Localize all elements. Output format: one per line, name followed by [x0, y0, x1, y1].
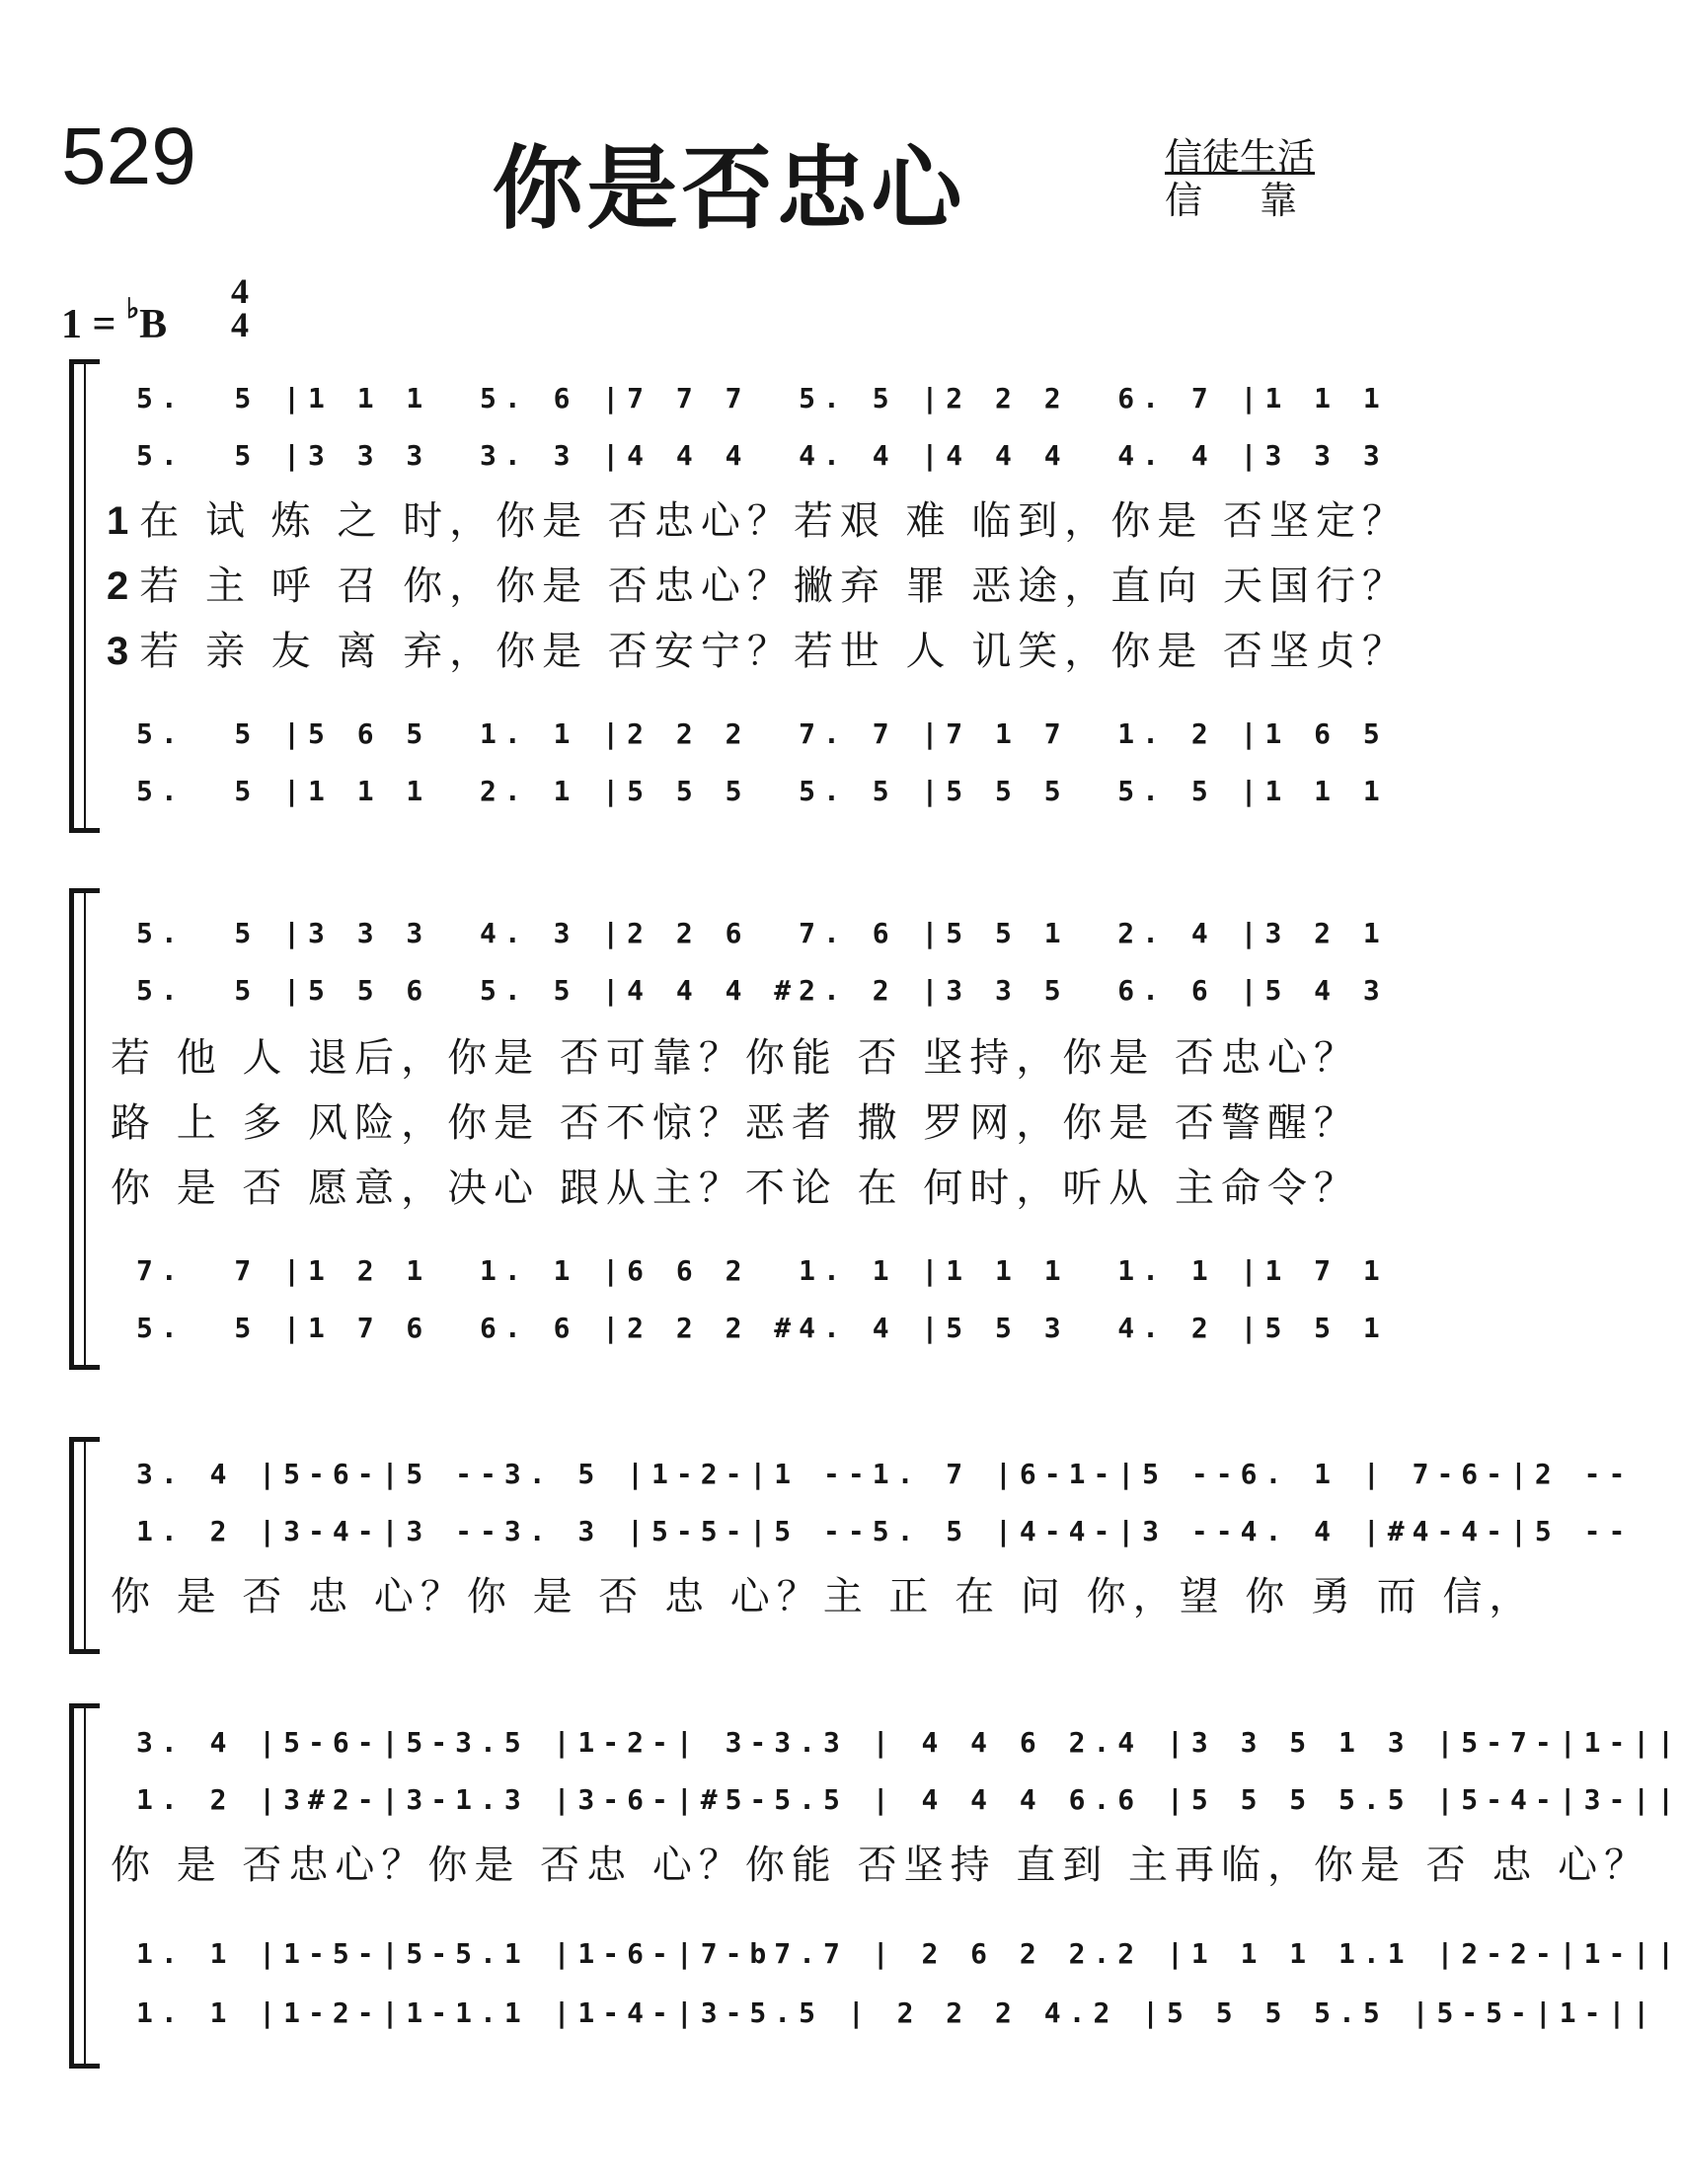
system-bracket	[69, 1703, 100, 2069]
key-note: B	[139, 302, 168, 347]
soprano-row: 5. 5 |1 1 1 5. 6 |7 7 7 5. 5 |2 2 2 6. 7 |1 1 1	[136, 382, 1388, 414]
key-signature	[61, 292, 167, 348]
lyric-text: 你 是 否忠心？你是 否忠 心？你能 否坚持 直到 主再临，你是 否 忠 心？	[111, 1843, 1651, 1888]
system-bracket	[69, 1437, 100, 1654]
lyric-line	[107, 1028, 1390, 1088]
time-signature	[231, 271, 249, 344]
score-system-4	[0, 1703, 1682, 2069]
lyric-text: 你 是 否 愿意，决心 跟从主？不论 在 何时，听从 主命令？	[111, 1166, 1361, 1211]
flat-sign: ♭	[125, 294, 140, 325]
alto-row: 5. 5 |5 5 6 5. 5 |4 4 4 #2. 2 |3 3 5 6. 6 |5 4 3	[136, 974, 1388, 1007]
tenor-row: 7. 7 |1 2 1 1. 1 |6 6 2 1. 1 |1 1 1 1. 1 |1 7 1	[136, 1254, 1388, 1287]
soprano-row: 5. 5 |3 3 3 4. 3 |2 2 6 7. 6 |5 5 1 2. 4 |3 2 1	[136, 917, 1388, 949]
credit-category: 信徒生活	[1165, 135, 1316, 179]
key-prefix: 1 =	[61, 302, 126, 347]
hymn-number: 529	[61, 112, 196, 201]
lyric-line	[107, 1093, 1390, 1153]
system-bracket	[69, 888, 100, 1370]
tenor-row: 1. 1 |1-5-|5-5.1 |1-6-|7-b7.7 | 2 6 2 2.2 |1 1 1 1.1 |2-2-|1-||	[136, 1937, 1682, 1970]
lyric-line	[107, 1836, 1651, 1895]
soprano-row: 3. 4 |5-6-|5-3.5 |1-2-| 3-3.3 | 4 4 6 2.4 |3 3 5 1 3 |5-7-|1-||	[136, 1726, 1682, 1759]
score-system-1	[0, 359, 1458, 833]
verse-number: 3	[107, 630, 136, 673]
bass-row: 5. 5 |1 1 1 2. 1 |5 5 5 5. 5 |5 5 5 5. 5 |1 1 1	[136, 775, 1388, 807]
lyric-line	[107, 1567, 1536, 1626]
lyric-line	[107, 491, 1409, 551]
score-system-3	[0, 1437, 1634, 1654]
lyric-text: 你 是 否 忠 心？你 是 否 忠 心？主 正 在 问 你，望 你 勇 而 信，	[111, 1574, 1536, 1619]
score-system-2	[0, 888, 1458, 1372]
tenor-row: 5. 5 |5 6 5 1. 1 |2 2 2 7. 7 |7 1 7 1. 2 |1 6 5	[136, 717, 1388, 750]
lyric-text: 若 他 人 退后，你是 否可靠？你能 否 坚持，你是 否忠心？	[111, 1035, 1361, 1081]
alto-row: 5. 5 |3 3 3 3. 3 |4 4 4 4. 4 |4 4 4 4. 4 |3 3 3	[136, 439, 1388, 472]
time-sig-top: 4	[231, 271, 249, 311]
system-bracket	[69, 359, 100, 833]
bass-row: 5. 5 |1 7 6 6. 6 |2 2 2 #4. 4 |5 5 3 4. 2 |5 5 1	[136, 1312, 1388, 1344]
alto-row: 1. 2 |3#2-|3-1.3 |3-6-|#5-5.5 | 4 4 4 6.6 |5 5 5 5.5 |5-4-|3-||	[136, 1783, 1682, 1816]
lyric-text: 若 亲 友 离 弃，你是 否安宁？若世 人 讥笑，你是 否坚贞？	[139, 629, 1409, 674]
lyric-text: 路 上 多 风险，你是 否不惊？恶者 撒 罗网，你是 否警醒？	[111, 1100, 1361, 1146]
time-sig-bottom: 4	[231, 305, 249, 344]
lyric-text: 在 试 炼 之 时，你是 否忠心？若艰 难 临到，你是 否坚定？	[139, 498, 1409, 544]
lyric-text: 若 主 呼 召 你，你是 否忠心？撇弃 罪 恶途，直向 天国行？	[139, 564, 1409, 609]
verse-number: 2	[107, 565, 136, 608]
credit-subcategory: 信靠	[1165, 179, 1355, 222]
lyric-line	[107, 622, 1409, 681]
soprano-row: 3. 4 |5-6-|5 --3. 5 |1-2-|1 --1. 7 |6-1-|5 --6. 1 | 7-6-|2 --	[136, 1458, 1634, 1490]
lyric-line	[107, 557, 1409, 616]
verse-number: 1	[107, 499, 136, 543]
alto-row: 1. 2 |3-4-|3 --3. 3 |5-5-|5 --5. 5 |4-4-|3 --4. 4 |#4-4-|5 --	[136, 1515, 1634, 1547]
bass-row: 1. 1 |1-2-|1-1.1 |1-4-|3-5.5 | 2 2 2 4.2 |5 5 5 5.5 |5-5-|1-||	[136, 1996, 1658, 2029]
hymn-title: 你是否忠心	[492, 136, 966, 242]
lyric-line	[107, 1159, 1390, 1218]
